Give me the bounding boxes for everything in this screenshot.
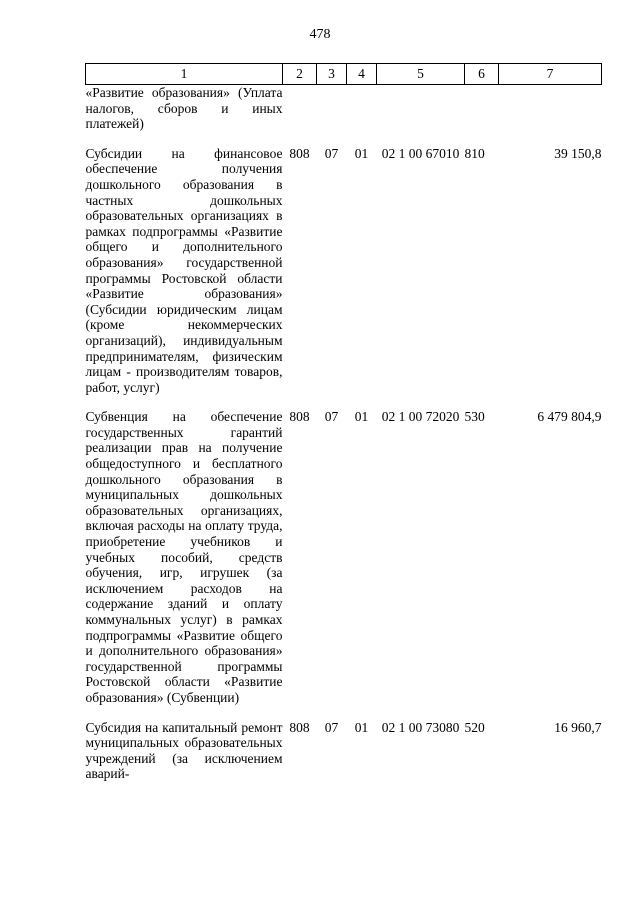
subsection-code: 01 [354, 719, 369, 735]
expense-type-code: 530 [464, 409, 485, 425]
column-header: 4 [347, 64, 377, 85]
ministry-code: 808 [289, 145, 310, 161]
subsection-code: 01 [354, 145, 369, 161]
column-header: 6 [465, 64, 499, 85]
page-number: 478 [309, 27, 331, 42]
column-header: 3 [317, 64, 347, 85]
ministry-code: 808 [289, 409, 310, 425]
column-header: 7 [499, 64, 602, 85]
target-article-code: 02 1 00 72020 [381, 409, 460, 425]
table-row [86, 146, 602, 410]
row-description: Субсидия на капитальный ремонт муниципальных образовательных учреждений (за исключением аварий- [85, 719, 283, 782]
amount: 39 150,8 [554, 145, 602, 161]
row-description: «Развитие образования» (Уплата налогов, сборов и иных платежей) [85, 85, 283, 132]
ministry-code: 808 [289, 719, 310, 735]
amount: 6 479 804,9 [537, 409, 602, 425]
section-code: 07 [324, 145, 339, 161]
budget-table [85, 63, 602, 782]
row-description: Субсидии на финансовое обеспечение получения дошкольного образования в частных дошкольных образовательных организациях в рамках подпрограммы «Развитие общего и дополнительного образования» государственной программы Ростовской области «Развитие образования» (Субсидии юридическим лицам (кроме некоммерческих организаций), индивидуальным предпринимателям, физическим лицам - производителям товаров, работ, услуг) [85, 145, 283, 395]
amount: 16 960,7 [554, 719, 602, 735]
table-row [86, 409, 602, 719]
column-header: 2 [283, 64, 317, 85]
subsection-code [347, 85, 377, 146]
amount [499, 85, 602, 146]
expense-type-code: 520 [464, 719, 485, 735]
target-article-code: 02 1 00 73080 [381, 719, 460, 735]
expense-type-code: 810 [464, 145, 485, 161]
section-code: 07 [324, 409, 339, 425]
expense-type-code [465, 85, 499, 146]
section-code: 07 [324, 719, 339, 735]
subsection-code: 01 [354, 409, 369, 425]
row-description: Субвенция на обеспечение государственных гарантий реализации прав на получение общедоступного и бесплатного дошкольного образования в муниципальных дошкольных образовательных организациях, включая расходы на оплату труда, приобретение учебников и учебных пособий, средств обучения, игр, игрушек (за исключением расходов на содержание зданий и оплату коммунальных услуг) в рамках подпрограммы «Развитие общего и дополнительного образования» государственной программы Ростовской области «Развитие образования» (Субвенции) [85, 409, 283, 705]
table-row [86, 720, 602, 782]
column-header: 5 [377, 64, 465, 85]
target-article-code: 02 1 00 67010 [381, 145, 460, 161]
table-header-row [86, 64, 602, 85]
table-row [86, 85, 602, 146]
target-article-code [377, 85, 465, 146]
section-code [317, 85, 347, 146]
ministry-code [283, 85, 317, 146]
column-header: 1 [86, 64, 283, 85]
